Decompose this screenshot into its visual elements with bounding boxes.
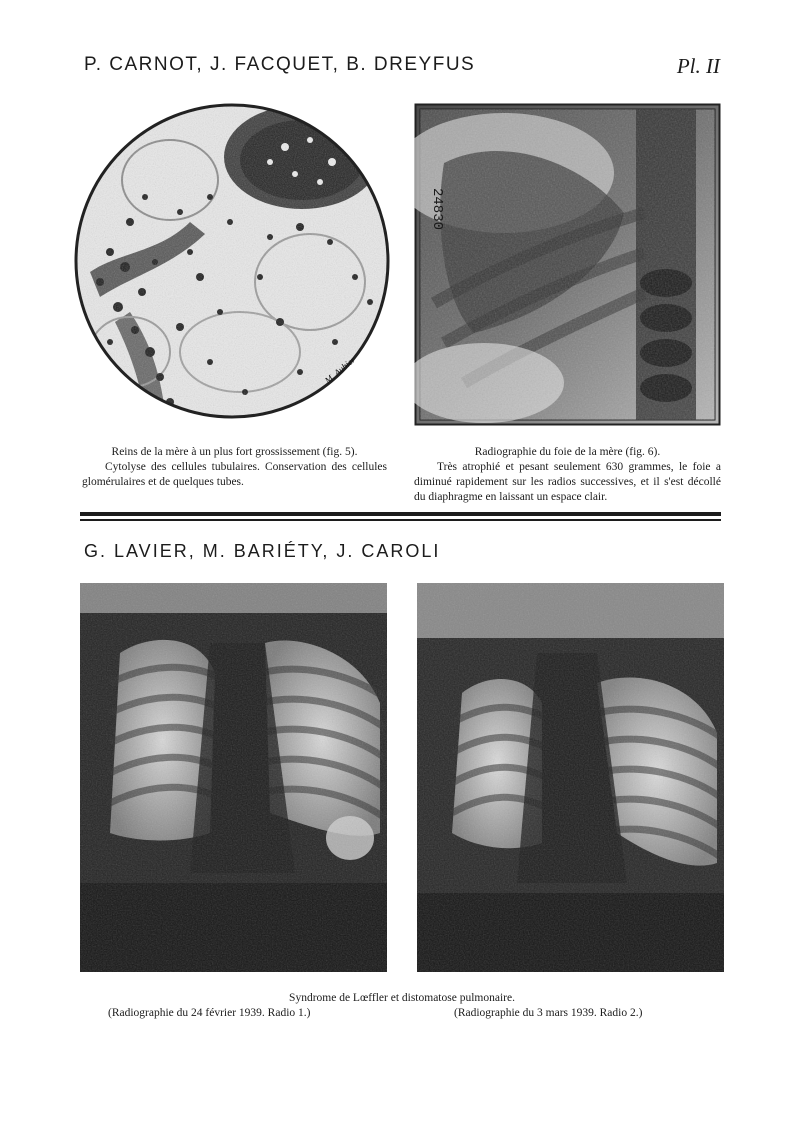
- kidney-micrograph-figure: [70, 102, 395, 420]
- liver-radiograph-figure: [414, 103, 721, 426]
- chest-caption-title: Syndrome de Lœffler et distomatose pulmonaire.: [289, 992, 515, 1004]
- micrograph-caption-title: Reins de la mère à un plus fort grossissement (fig. 5).: [111, 446, 358, 458]
- artist-signature: M. Aubier: [322, 354, 358, 386]
- section-divider-thick: [80, 512, 721, 516]
- liver-caption-title: Radiographie du foie de la mère (fig. 6).: [474, 446, 661, 458]
- micrograph-caption-body: Cytolyse des cellules tubulaires. Conservation des cellules glomérulaires et de quelques tubes.: [82, 461, 387, 488]
- chest-caption-right: (Radiographie du 3 mars 1939. Radio 2.): [454, 1007, 643, 1019]
- film-number: 24830: [429, 188, 445, 231]
- chest-radiograph-2: [417, 583, 724, 972]
- chest-radiograph-1: [80, 583, 387, 972]
- liver-caption: [414, 445, 721, 505]
- micrograph-caption: [82, 445, 387, 490]
- liver-caption-body: Très atrophié et pesant seulement 630 grammes, le foie a diminué rapidement sur les radios successives, et il s'est décollé du diaphragme en laissant un espace clair.: [414, 461, 721, 503]
- chest-caption-left: (Radiographie du 24 février 1939. Radio 1.): [108, 1007, 311, 1019]
- bottom-authors-heading: G. LAVIER, M. BARIÉTY, J. CAROLI: [84, 541, 441, 561]
- top-authors-heading: P. CARNOT, J. FACQUET, B. DREYFUS: [84, 54, 476, 75]
- section-divider-thin: [80, 519, 721, 521]
- plate-number: Pl. II: [676, 54, 720, 78]
